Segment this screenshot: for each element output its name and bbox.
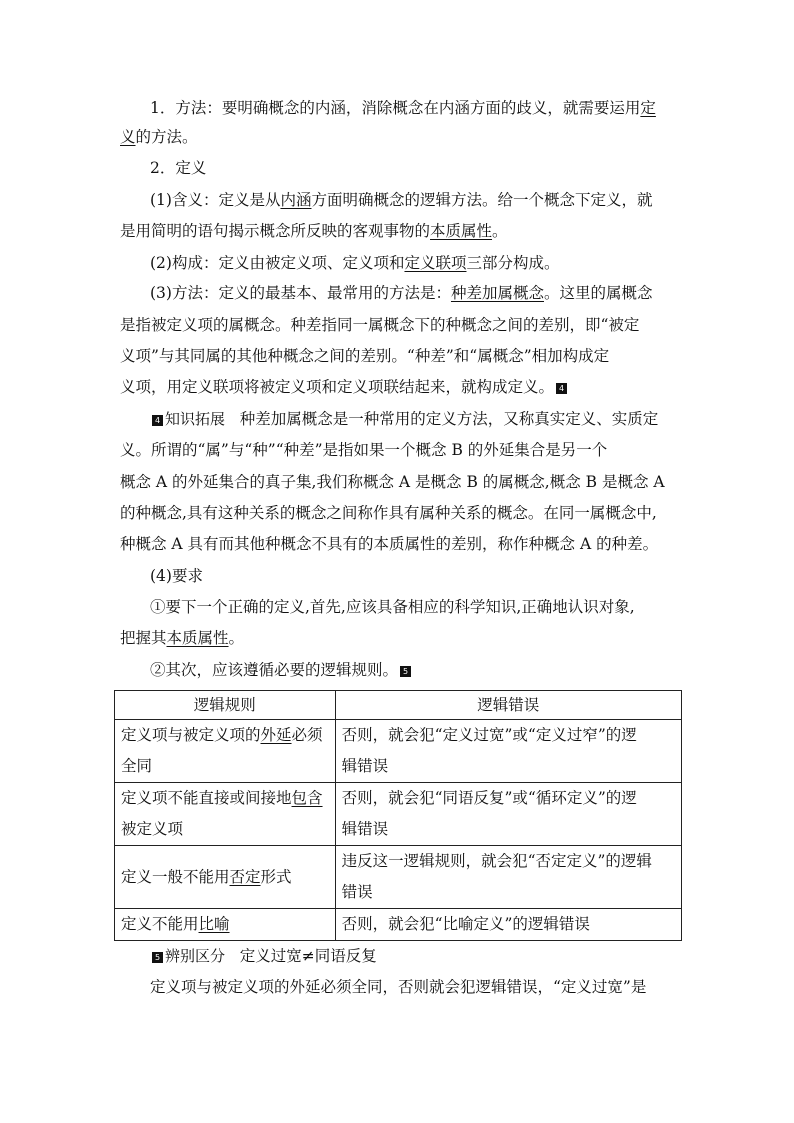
rule-cell: 定义项与被定义项的外延必须 全同 xyxy=(115,720,336,783)
method-line-1: 1．方法：要明确概念的内涵，消除概念在内涵方面的歧义，就需要运用定 xyxy=(150,99,656,117)
table-header-error: 逻辑错误 xyxy=(335,691,681,720)
method-detail-line-4: 义项，用定义联项将被定义项和定义项联结起来，就构成定义。 4 xyxy=(120,377,680,397)
error-cell: 否则，就会犯“同语反复”或“循环定义”的逻 辑错误 xyxy=(335,783,681,846)
rule-cell: 定义项不能直接或间接地包含 被定义项 xyxy=(115,783,336,846)
table-row xyxy=(115,846,682,909)
error-cell: 否则，就会犯“定义过宽”或“定义过窄”的逻 辑错误 xyxy=(335,720,681,783)
note-marker-icon: 5 xyxy=(400,666,411,677)
extension-line-3: 概念 A 的外延集合的真子集,我们称概念 A 是概念 B 的属概念,概念 B 是概念 A xyxy=(120,473,665,491)
extension-line-5: 种概念 A 具有而其他种概念不具有的本质属性的差别，称作种概念 A 的种差。 xyxy=(120,535,659,553)
rule-cell: 定义不能用比喻 xyxy=(115,909,336,941)
meaning-line-1: (1)含义：定义是从内涵方面明确概念的逻辑方法。给一个概念下定义，就 xyxy=(150,191,653,209)
method-detail-line-2: 是指被定义项的属概念。种差指同一属概念下的种概念之间的差别，即“被定 xyxy=(120,316,640,334)
extension-line-1: 4 知识拓展 种差加属概念是一种常用的定义方法，又称真实定义、实质定 xyxy=(150,409,680,429)
note-marker-icon: 4 xyxy=(556,383,567,394)
note-marker-icon: 5 xyxy=(152,952,163,963)
table-row xyxy=(115,783,682,846)
note-marker-icon: 4 xyxy=(152,415,163,426)
distinguish-heading: 5 辨别区分 定义过宽≠同语反复 xyxy=(150,946,680,966)
extension-line-4: 的种概念,具有这种关系的概念之间称作具有属种关系的概念。在同一属概念中, xyxy=(120,504,657,522)
rule-cell: 定义一般不能用否定形式 xyxy=(115,846,336,909)
table-row xyxy=(115,909,682,941)
logic-rules-table xyxy=(114,690,682,941)
method-detail-line-3: 义项”与其同属的其他种概念之间的差别。“种差”和“属概念”相加构成定 xyxy=(120,347,610,365)
composition-line: (2)构成：定义由被定义项、定义项和定义联项三部分构成。 xyxy=(150,254,560,272)
requirements-heading: (4)要求 xyxy=(150,567,203,585)
method-line-2: 义的方法。 xyxy=(120,128,198,146)
table-header-rule: 逻辑规则 xyxy=(115,691,336,720)
definition-heading: 2．定义 xyxy=(150,159,207,177)
error-cell: 否则，就会犯“比喻定义”的逻辑错误 xyxy=(335,909,681,941)
meaning-line-2: 是用简明的语句揭示概念所反映的客观事物的本质属性。 xyxy=(120,222,508,240)
error-cell: 违反这一逻辑规则，就会犯“否定定义”的逻辑 错误 xyxy=(335,846,681,909)
requirements-line-1: ①要下一个正确的定义,首先,应该具备相应的科学知识,正确地认识对象, xyxy=(150,598,635,616)
method-detail-line-1: (3)方法：定义的最基本、最常用的方法是：种差加属概念。这里的属概念 xyxy=(150,284,653,302)
table-header-row xyxy=(115,691,682,720)
requirements-line-2: 把握其本质属性。 xyxy=(120,629,245,647)
extension-line-2: 义。所谓的“属”与“种”“种差”是指如果一个概念 B 的外延集合是另一个 xyxy=(120,441,608,459)
table-row xyxy=(115,720,682,783)
requirements-line-3: ②其次，应该遵循必要的逻辑规则。 5 xyxy=(150,660,680,680)
distinguish-line-1: 定义项与被定义项的外延必须全同，否则就会犯逻辑错误，“定义过宽”是 xyxy=(150,978,647,996)
